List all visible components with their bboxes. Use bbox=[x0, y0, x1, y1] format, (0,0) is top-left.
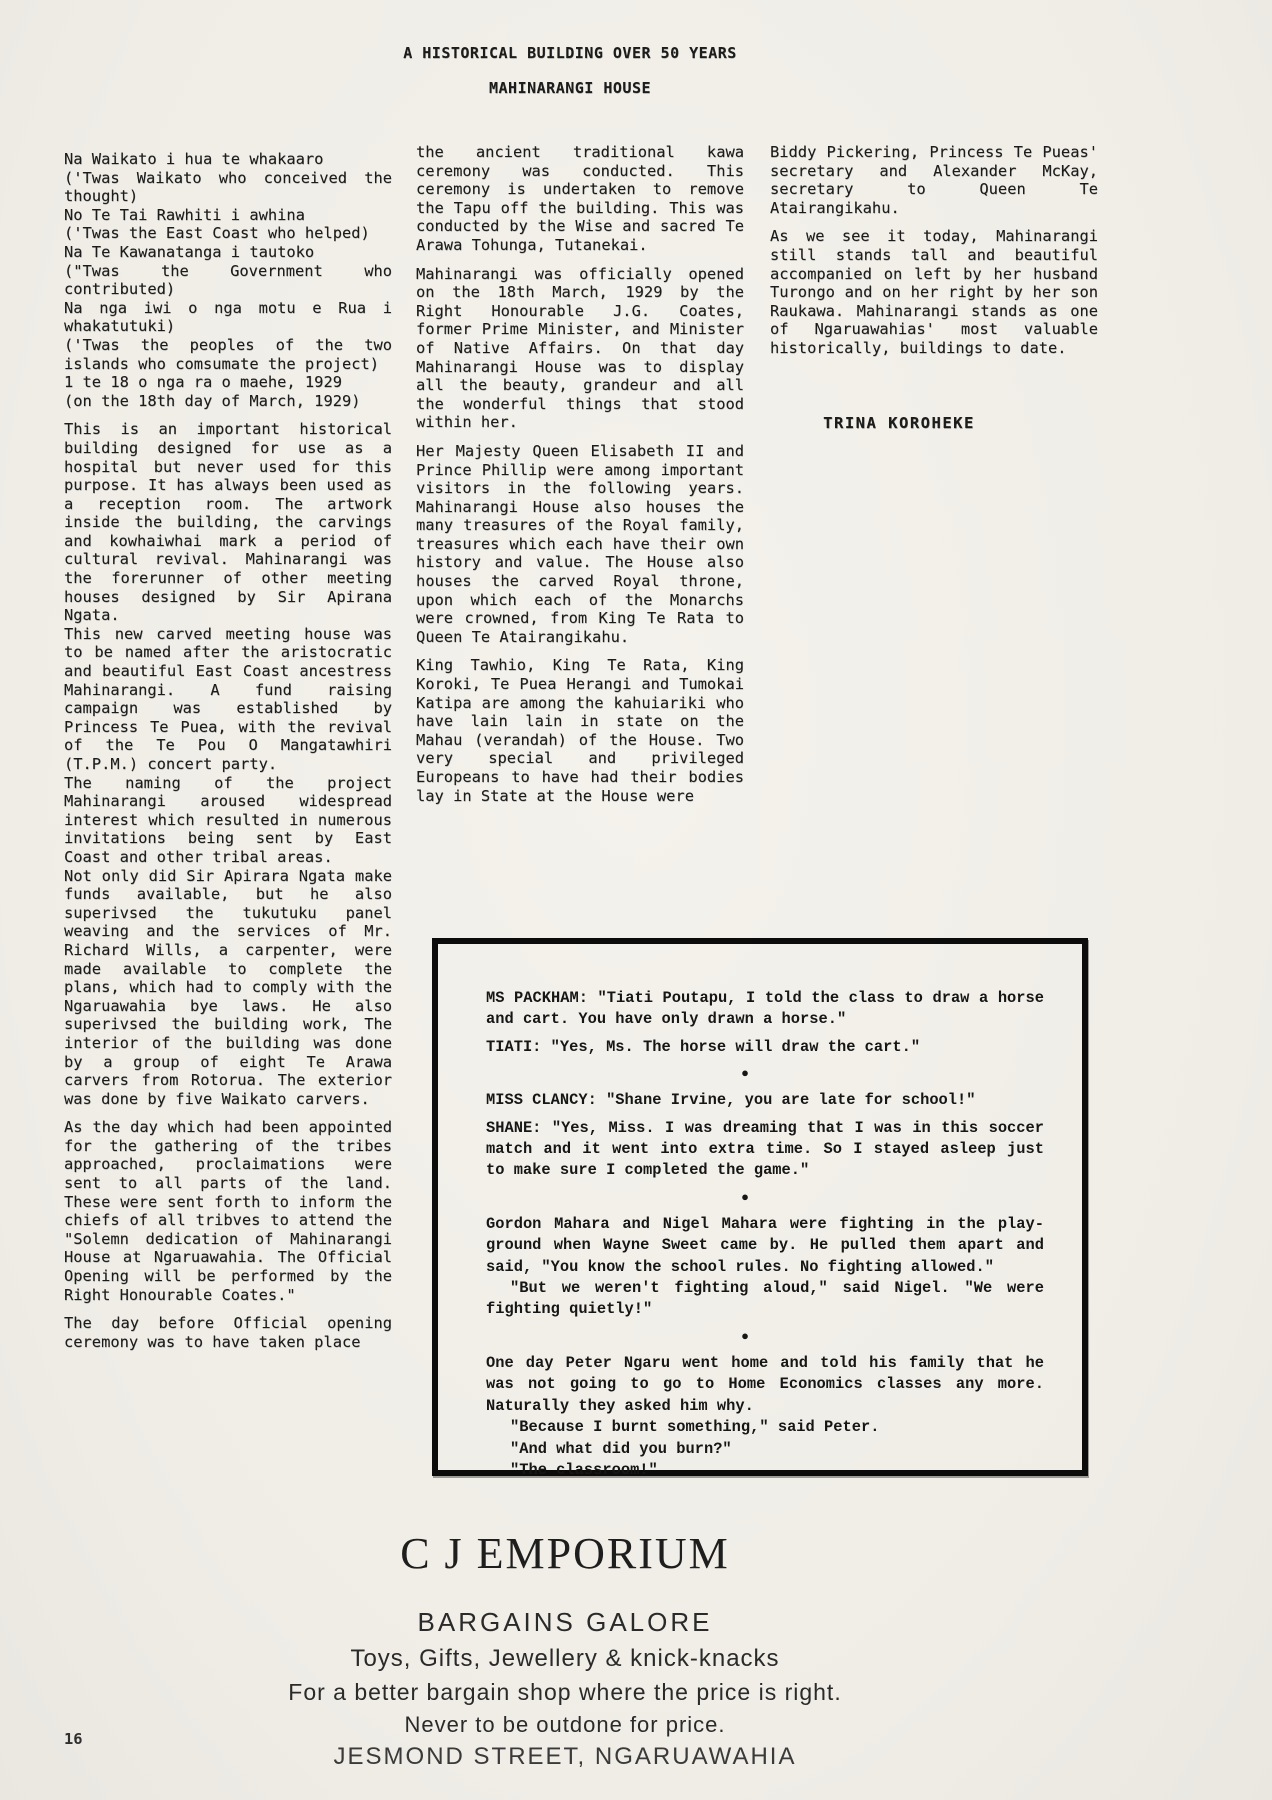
joke-item bbox=[486, 1090, 1044, 1182]
advert-tagline: BARGAINS GALORE bbox=[417, 1607, 713, 1637]
poem-line: Na Waikato i hua te whakaaro bbox=[64, 150, 324, 168]
page-title: A HISTORICAL BUILDING OVER 50 YEARS bbox=[403, 44, 737, 62]
paragraph: Not only did Sir Apirara Ngata make funds available, but he also superivsed the tukutuku panel weaving and the services of Mr. Richard Wills, a carpenter, were made available to complete the plans, which had to comply with the Ngaruawahia bye laws. He also superivsed the building work, The interior of the building was done by a group of eight Te Arawa carvers from Rotorua. The exterior was done by five Waikato carvers. bbox=[64, 866, 392, 1108]
paragraph: Her Majesty Queen Elisabeth II and Prince Phillip were among important visitors in the following years. Mahinarangi House also houses the many treasures of the Royal family, treasures which each have their own history and value. The House also houses the carved Royal throne, upon which each of the Monarchs were crowned, from King Te Rata to Queen Te Atairangikahu. bbox=[416, 441, 744, 646]
joke-line: "And what did you burn?" bbox=[510, 1439, 732, 1458]
joke-line: "The classroom!" bbox=[510, 1460, 658, 1479]
jokes-box-content bbox=[438, 944, 1082, 1501]
advert-slogan-line: For a better bargain shop where the price is right. bbox=[288, 1679, 842, 1705]
paragraph: Biddy Pickering, Princess Te Pueas' secretary and Alexander McKay, secretary to Queen Te Atairangikahu. bbox=[770, 143, 1098, 217]
joke-line: MS PACKHAM: "Tiati Poutapu, I told the class to draw a horse and cart. You have only drawn a horse." bbox=[486, 989, 1044, 1029]
article-body-block bbox=[64, 420, 392, 1108]
article-column-right bbox=[770, 143, 1098, 432]
bullet-separator: ● bbox=[741, 1066, 749, 1082]
poem bbox=[64, 150, 392, 410]
paragraph: the ancient traditional kawa ceremony was conducted. This ceremony is undertaken to remove the Tapu off the building. This was conducted by the Wise and sacred Te Arawa Tohunga, Tutanekai. bbox=[416, 143, 744, 254]
joke-line: "Because I burnt something," said Peter. bbox=[510, 1418, 880, 1437]
article-column-middle bbox=[416, 143, 744, 815]
joke-item bbox=[486, 988, 1044, 1058]
advert-products-line: Toys, Gifts, Jewellery & knick-knacks bbox=[350, 1645, 780, 1672]
paragraph: The day before Official opening ceremony was to have taken place bbox=[64, 1314, 392, 1351]
joke-line: TIATI: "Yes, Ms. The horse will draw the cart." bbox=[486, 1037, 921, 1056]
bullet-separator: ● bbox=[741, 1328, 749, 1344]
paragraph: This new carved meeting house was to be named after the aristocratic and beautiful East Coast ancestress Mahinarangi. A fund raising campaign was established by Princess Te Puea, with the revival of the Te Pou O Mangatawhiri (T.P.M.) concert party. bbox=[64, 624, 392, 773]
joke-line: MISS CLANCY: "Shane Irvine, you are late for school!" bbox=[486, 1091, 976, 1110]
poem-line: ('Twas the peoples of the two islands who comsumate the project) bbox=[64, 335, 392, 373]
poem-line: (on the 18th day of March, 1929) bbox=[64, 391, 361, 410]
paragraph: This is an important historical building designed for use as a hospital but never used for this purpose. It has always been used as a reception room. The artwork inside the building, the carvings and kowhaiwhai mark a period of cultural revival. Mahinarangi was the forerunner of other meeting houses designed by Sir Apirana Ngata. bbox=[64, 420, 392, 625]
joke-item bbox=[486, 1353, 1044, 1481]
article-column-left bbox=[64, 150, 392, 1361]
jokes-box bbox=[432, 938, 1088, 1479]
advert-slogan-line: Never to be outdone for price. bbox=[404, 1712, 726, 1737]
poem-line: 1 te 18 o nga ra o maehe, 1929 bbox=[64, 373, 342, 392]
paragraph: King Tawhio, King Te Rata, King Koroki, Te Puea Herangi and Tumokai Katipa are among the kahuiariki who have lain lain in state on the Mahau (verandah) of the House. Two very special and privileged Europeans to have had their bodies lay in State at the House were bbox=[416, 656, 744, 805]
poem-line: Na Te Kawanatanga i tautoko bbox=[64, 242, 315, 261]
author-byline: TRINA KOROHEKE bbox=[823, 413, 975, 432]
paragraph: Mahinarangi was officially opened on the 18th March, 1929 by the Right Honourable J.G. Coates, former Prime Minister, and Minister of Native Affairs. On that day Mahinarangi House was to display all the beauty, grandeur and all the wonderful things that stood within her. bbox=[416, 264, 744, 432]
poem-line: ('Twas Waikato who conceived the thought) bbox=[64, 168, 392, 206]
page-subtitle: MAHINARANGI HOUSE bbox=[488, 79, 652, 97]
paragraph: As we see it today, Mahinarangi still stands tall and beautiful accompanied on left by her husband Turongo and on her right by her son Raukawa. Mahinarangi stands as one of Ngaruawahias' most valuable historically, buildings to date. bbox=[770, 227, 1098, 357]
joke-line: Gordon Mahara and Nigel Mahara were fighting in the play-ground when Wayne Sweet came by. He pulled them apart and said, "You know the school rules. No fighting allowed." bbox=[486, 1214, 1044, 1276]
advertisement bbox=[115, 1528, 1015, 1771]
bullet-separator: ● bbox=[741, 1189, 749, 1205]
advert-address-line: JESMOND STREET, NGARUAWAHIA bbox=[333, 1743, 797, 1770]
joke-line: SHANE: "Yes, Miss. I was dreaming that I was in this soccer match and it went into extra time. So I stayed asleep just to make sure I completed the game." bbox=[486, 1118, 1044, 1180]
joke-line: One day Peter Ngaru went home and told his family that he was not going to go to Home Economics classes any more. Naturally they asked him why. bbox=[486, 1353, 1044, 1415]
advert-shop-name: C J EMPORIUM bbox=[400, 1529, 730, 1578]
poem-line: ('Twas the East Coast who helped) bbox=[64, 224, 370, 243]
joke-item bbox=[486, 1214, 1044, 1321]
paragraph: The naming of the project Mahinarangi aroused widespread interest which resulted in numerous invitations being sent by East Coast and other tribal areas. bbox=[64, 773, 392, 866]
paragraph: As the day which had been appointed for the gathering of the tribes approached, proclaimations were sent to all parts of the land. These were sent forth to inform the chiefs of all tribves to attend the "Solemn dedication of Mahinarangi House at Ngaruawahia. The Official Opening will be performed by the Right Honourable Coates." bbox=[64, 1118, 392, 1304]
poem-line: ("Twas the Government who contributed) bbox=[64, 261, 392, 299]
article-header bbox=[0, 44, 1140, 97]
poem-line: No Te Tai Rawhiti i awhina bbox=[64, 205, 305, 224]
page-number: 16 bbox=[64, 1730, 83, 1748]
joke-line: "But we weren't fighting aloud," said Nigel. "We were fighting quietly!" bbox=[486, 1279, 1044, 1319]
poem-line: Na nga iwi o nga motu e Rua i whakatutuki) bbox=[64, 298, 392, 336]
